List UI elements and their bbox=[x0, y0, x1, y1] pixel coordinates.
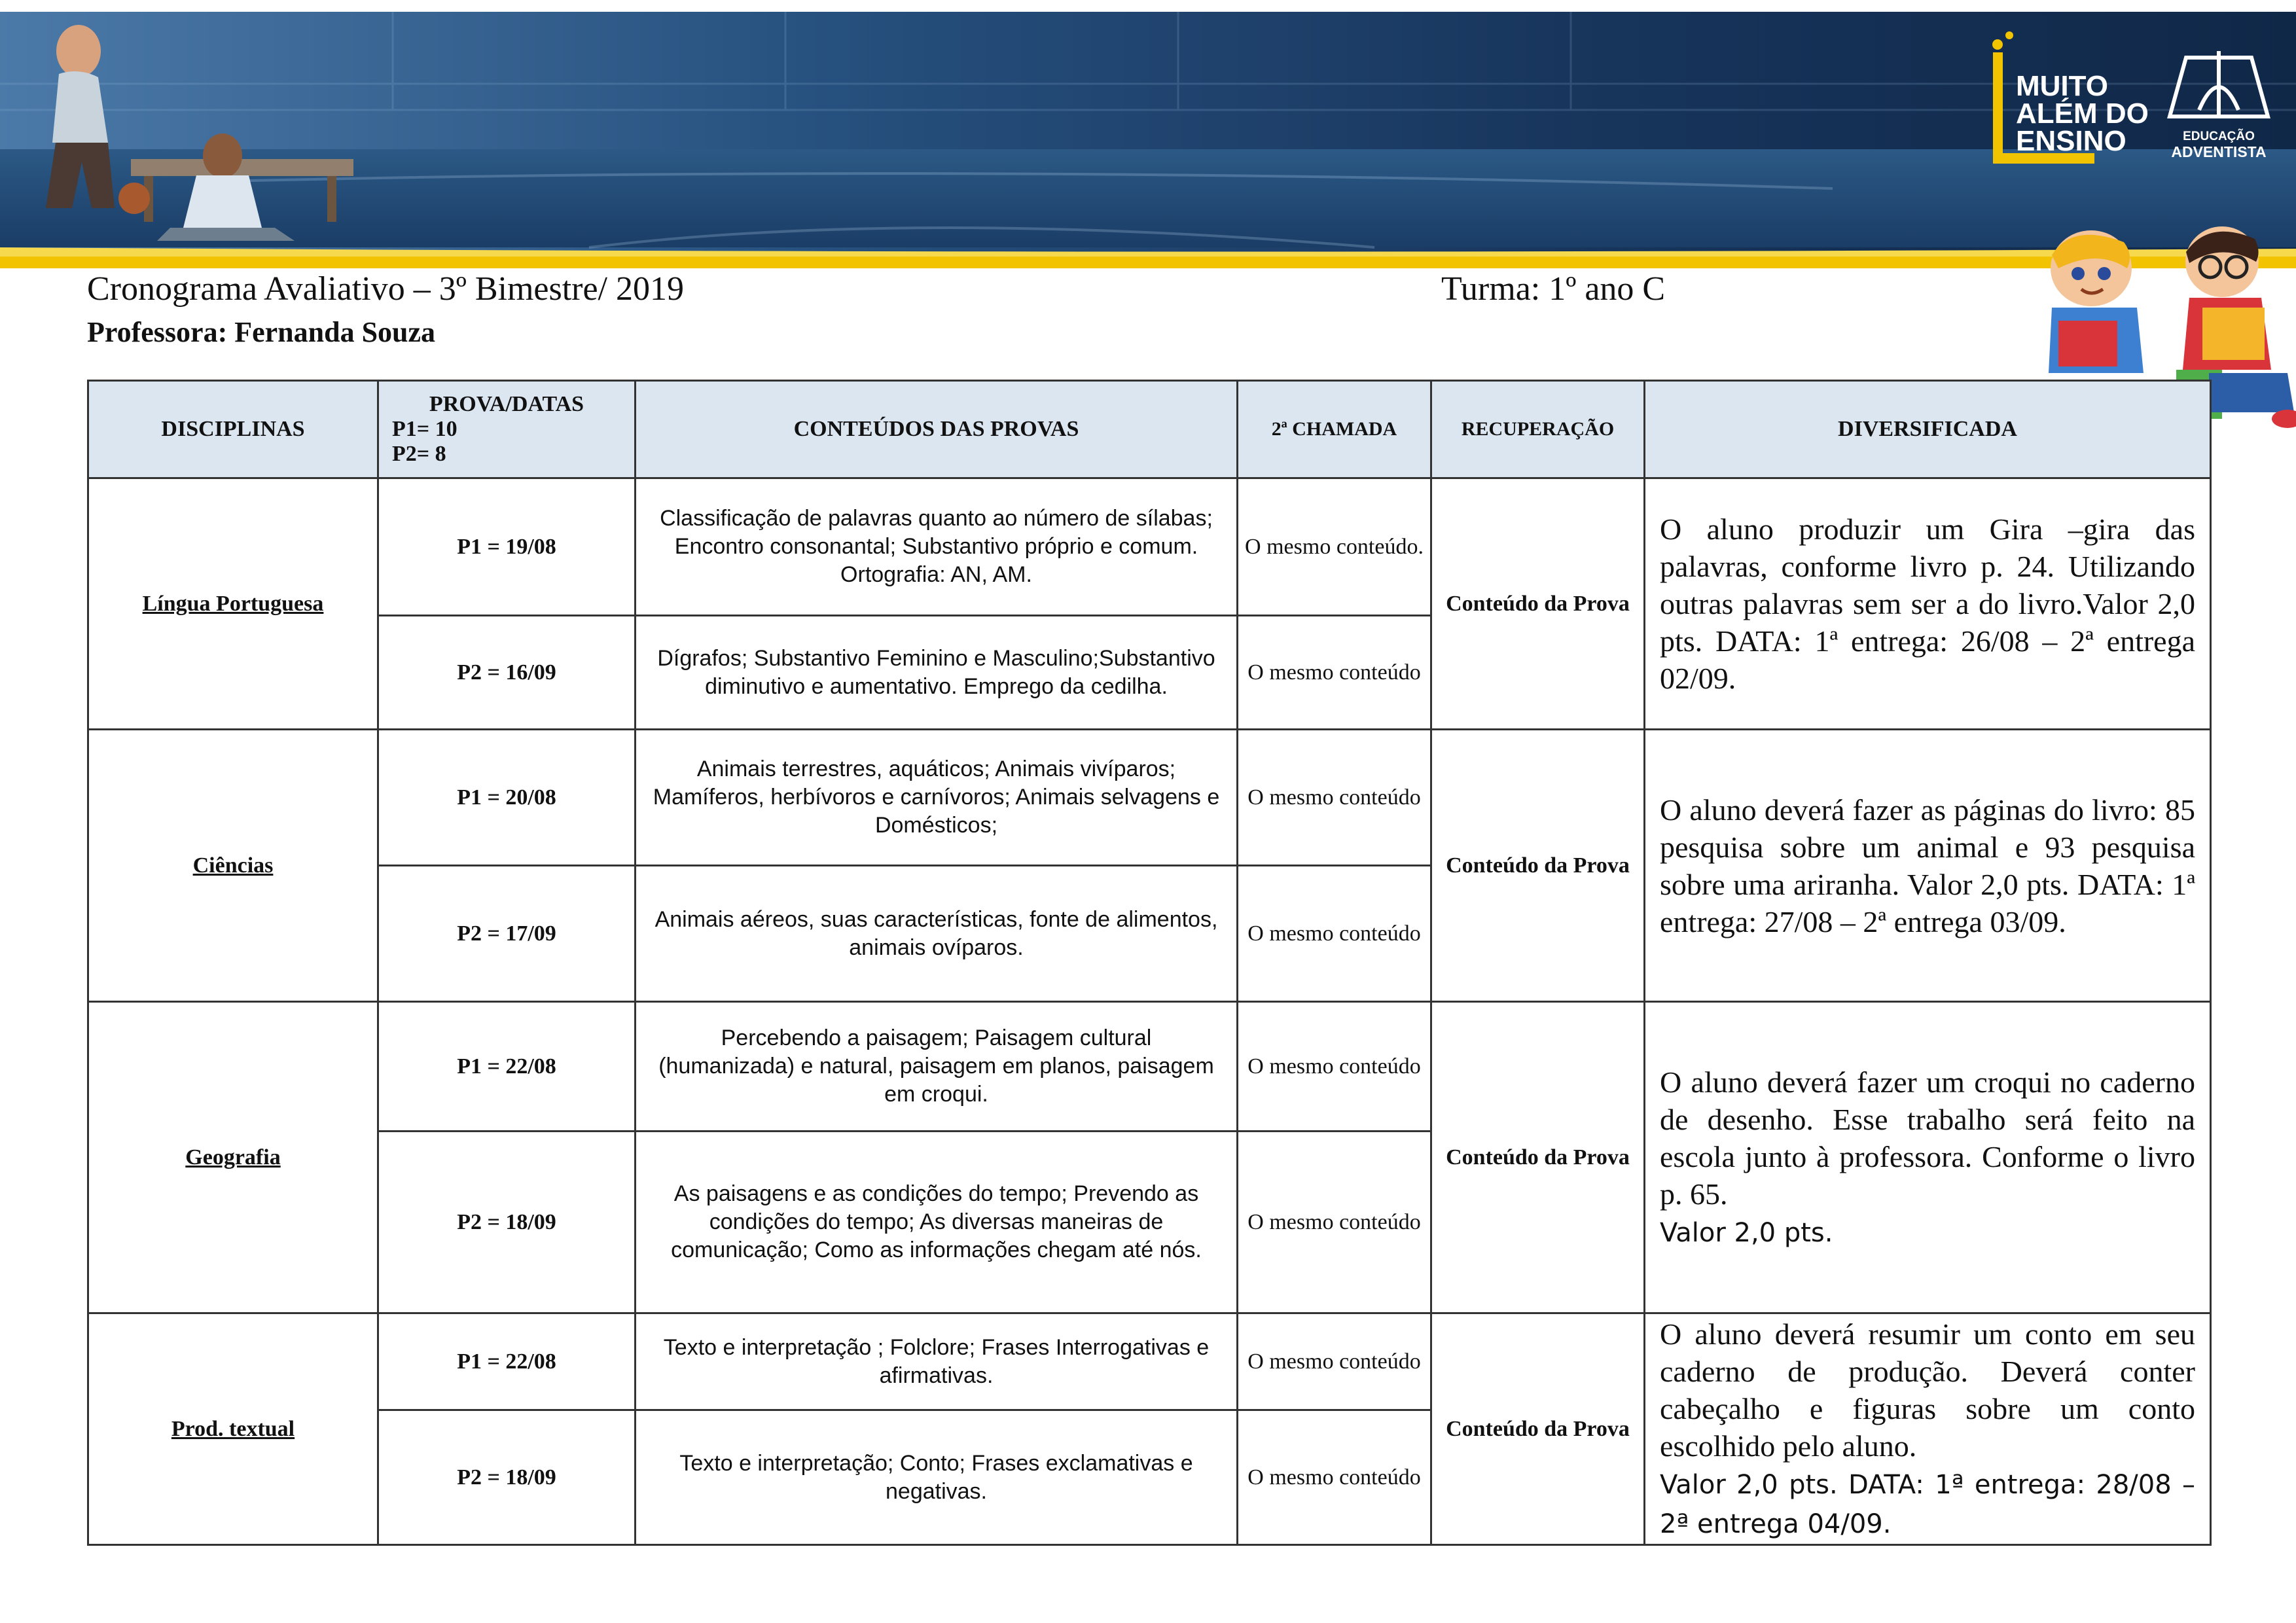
p2-date: P2 = 16/09 bbox=[378, 616, 636, 730]
svg-text:MUITO: MUITO bbox=[2016, 70, 2108, 102]
p2-content: Dígrafos; Substantivo Feminino e Masculino;Substantivo diminutivo e aumentativo. Emprego da cedilha. bbox=[636, 616, 1238, 730]
diversified-text: O aluno deverá fazer as páginas do livro: 85 pesquisa sobre um animal e 93 pesquisa sobre uma ariranha. Valor 2,0 pts. DATA: 1ª entrega: 27/08 – 2ª entrega 03/09. bbox=[1660, 793, 2195, 938]
diversified-cell bbox=[1645, 730, 2211, 1002]
p2-date: P2 = 18/09 bbox=[378, 1132, 636, 1313]
header-banner bbox=[0, 12, 2296, 268]
table-row bbox=[88, 1002, 2211, 1132]
schedule-table bbox=[87, 380, 2212, 1546]
discipline-name: Ciências bbox=[88, 730, 378, 1002]
p2-date: P2 = 18/09 bbox=[378, 1410, 636, 1545]
diversified-cell bbox=[1645, 1002, 2211, 1313]
p2-second-call: O mesmo conteúdo bbox=[1238, 866, 1431, 1002]
diversified-text: O aluno produzir um Gira –gira das palavras, conforme livro p. 24. Utilizando outras palavras sem ser a do livro.Valor 2,0 pts. DATA: 1ª entrega: 26/08 – 2ª entrega 02/09. bbox=[1660, 512, 2195, 695]
p2-second-call: O mesmo conteúdo bbox=[1238, 1410, 1431, 1545]
header-diversificada: DIVERSIFICADA bbox=[1645, 381, 2211, 478]
header-prova-datas bbox=[378, 381, 636, 478]
header-conteudos: CONTEÚDOS DAS PROVAS bbox=[636, 381, 1238, 478]
header-p2-weight: P2= 8 bbox=[392, 442, 446, 466]
header-prova-datas-label: PROVA/DATAS bbox=[429, 392, 584, 416]
discipline-name: Prod. textual bbox=[88, 1313, 378, 1545]
discipline-name: Língua Portuguesa bbox=[88, 478, 378, 730]
table-row bbox=[88, 478, 2211, 616]
p2-content: Texto e interpretação; Conto; Frases exclamativas e negativas. bbox=[636, 1410, 1238, 1545]
svg-text:ADVENTISTA: ADVENTISTA bbox=[2171, 143, 2267, 160]
recovery-cell: Conteúdo da Prova bbox=[1431, 478, 1645, 730]
p1-content: Texto e interpretação ; Folclore; Frases Interrogativas e afirmativas. bbox=[636, 1313, 1238, 1410]
p1-date: P1 = 22/08 bbox=[378, 1002, 636, 1132]
diversified-cell bbox=[1645, 478, 2211, 730]
diversified-cell bbox=[1645, 1313, 2211, 1545]
teacher-name: Professora: Fernanda Souza bbox=[87, 316, 436, 348]
svg-text:ALÉM DO: ALÉM DO bbox=[2016, 98, 2149, 130]
p1-date: P1 = 20/08 bbox=[378, 730, 636, 866]
diversified-text: O aluno deverá fazer um croqui no caderno de desenho. Esse trabalho será feito na escola junto à professora. Conforme o livro p. 65. bbox=[1660, 1065, 2195, 1211]
diversified-text: O aluno deverá resumir um conto em seu caderno de produção. Deverá conter cabeçalho e figuras sobre um conto escolhido pelo aluno. bbox=[1660, 1317, 2195, 1463]
banner-graphic bbox=[0, 12, 2296, 268]
header-segunda-chamada: 2ª CHAMADA bbox=[1238, 381, 1431, 478]
diversified-extra-text: Valor 2,0 pts. DATA: 1ª entrega: 28/08 – 2ª entrega 04/09. bbox=[1660, 1469, 2195, 1539]
p2-date: P2 = 17/09 bbox=[378, 866, 636, 1002]
diversified-extra-text: Valor 2,0 pts. bbox=[1660, 1217, 1833, 1248]
p1-date: P1 = 22/08 bbox=[378, 1313, 636, 1410]
p1-content: Animais terrestres, aquáticos; Animais vivíparos; Mamíferos, herbívoros e carnívoros; Animais selvagens e Domésticos; bbox=[636, 730, 1238, 866]
header-p1-weight: P1= 10 bbox=[392, 417, 457, 441]
table-row bbox=[88, 1313, 2211, 1410]
header-recuperacao: RECUPERAÇÃO bbox=[1431, 381, 1645, 478]
page-title: Cronograma Avaliativo – 3º Bimestre/ 2019 bbox=[87, 270, 685, 308]
class-label: Turma: 1º ano C bbox=[1441, 270, 1666, 308]
discipline-name: Geografia bbox=[88, 1002, 378, 1313]
recovery-cell: Conteúdo da Prova bbox=[1431, 1002, 1645, 1313]
p1-second-call: O mesmo conteúdo bbox=[1238, 1313, 1431, 1410]
p1-second-call: O mesmo conteúdo bbox=[1238, 1002, 1431, 1132]
recovery-cell: Conteúdo da Prova bbox=[1431, 1313, 1645, 1545]
p1-content: Percebendo a paisagem; Paisagem cultural (humanizada) e natural, paisagem em planos, paisagem em croqui. bbox=[636, 1002, 1238, 1132]
header-disciplinas: DISCIPLINAS bbox=[88, 381, 378, 478]
svg-text:EDUCAÇÃO: EDUCAÇÃO bbox=[2183, 130, 2255, 143]
p1-date: P1 = 19/08 bbox=[378, 478, 636, 616]
recovery-cell: Conteúdo da Prova bbox=[1431, 730, 1645, 1002]
p2-second-call: O mesmo conteúdo bbox=[1238, 616, 1431, 730]
p2-second-call: O mesmo conteúdo bbox=[1238, 1132, 1431, 1313]
p1-second-call: O mesmo conteúdo bbox=[1238, 730, 1431, 866]
svg-text:ENSINO: ENSINO bbox=[2016, 125, 2126, 157]
p2-content: Animais aéreos, suas características, fonte de alimentos, animais ovíparos. bbox=[636, 866, 1238, 1002]
p2-content: As paisagens e as condições do tempo; Prevendo as condições do tempo; As diversas maneiras de comunicação; Como as informações chegam até nós. bbox=[636, 1132, 1238, 1313]
table-header-row bbox=[88, 381, 2211, 478]
p1-second-call: O mesmo conteúdo. bbox=[1238, 478, 1431, 616]
p1-content: Classificação de palavras quanto ao número de sílabas; Encontro consonantal; Substantivo próprio e comum. Ortografia: AN, AM. bbox=[636, 478, 1238, 616]
table-row bbox=[88, 730, 2211, 866]
